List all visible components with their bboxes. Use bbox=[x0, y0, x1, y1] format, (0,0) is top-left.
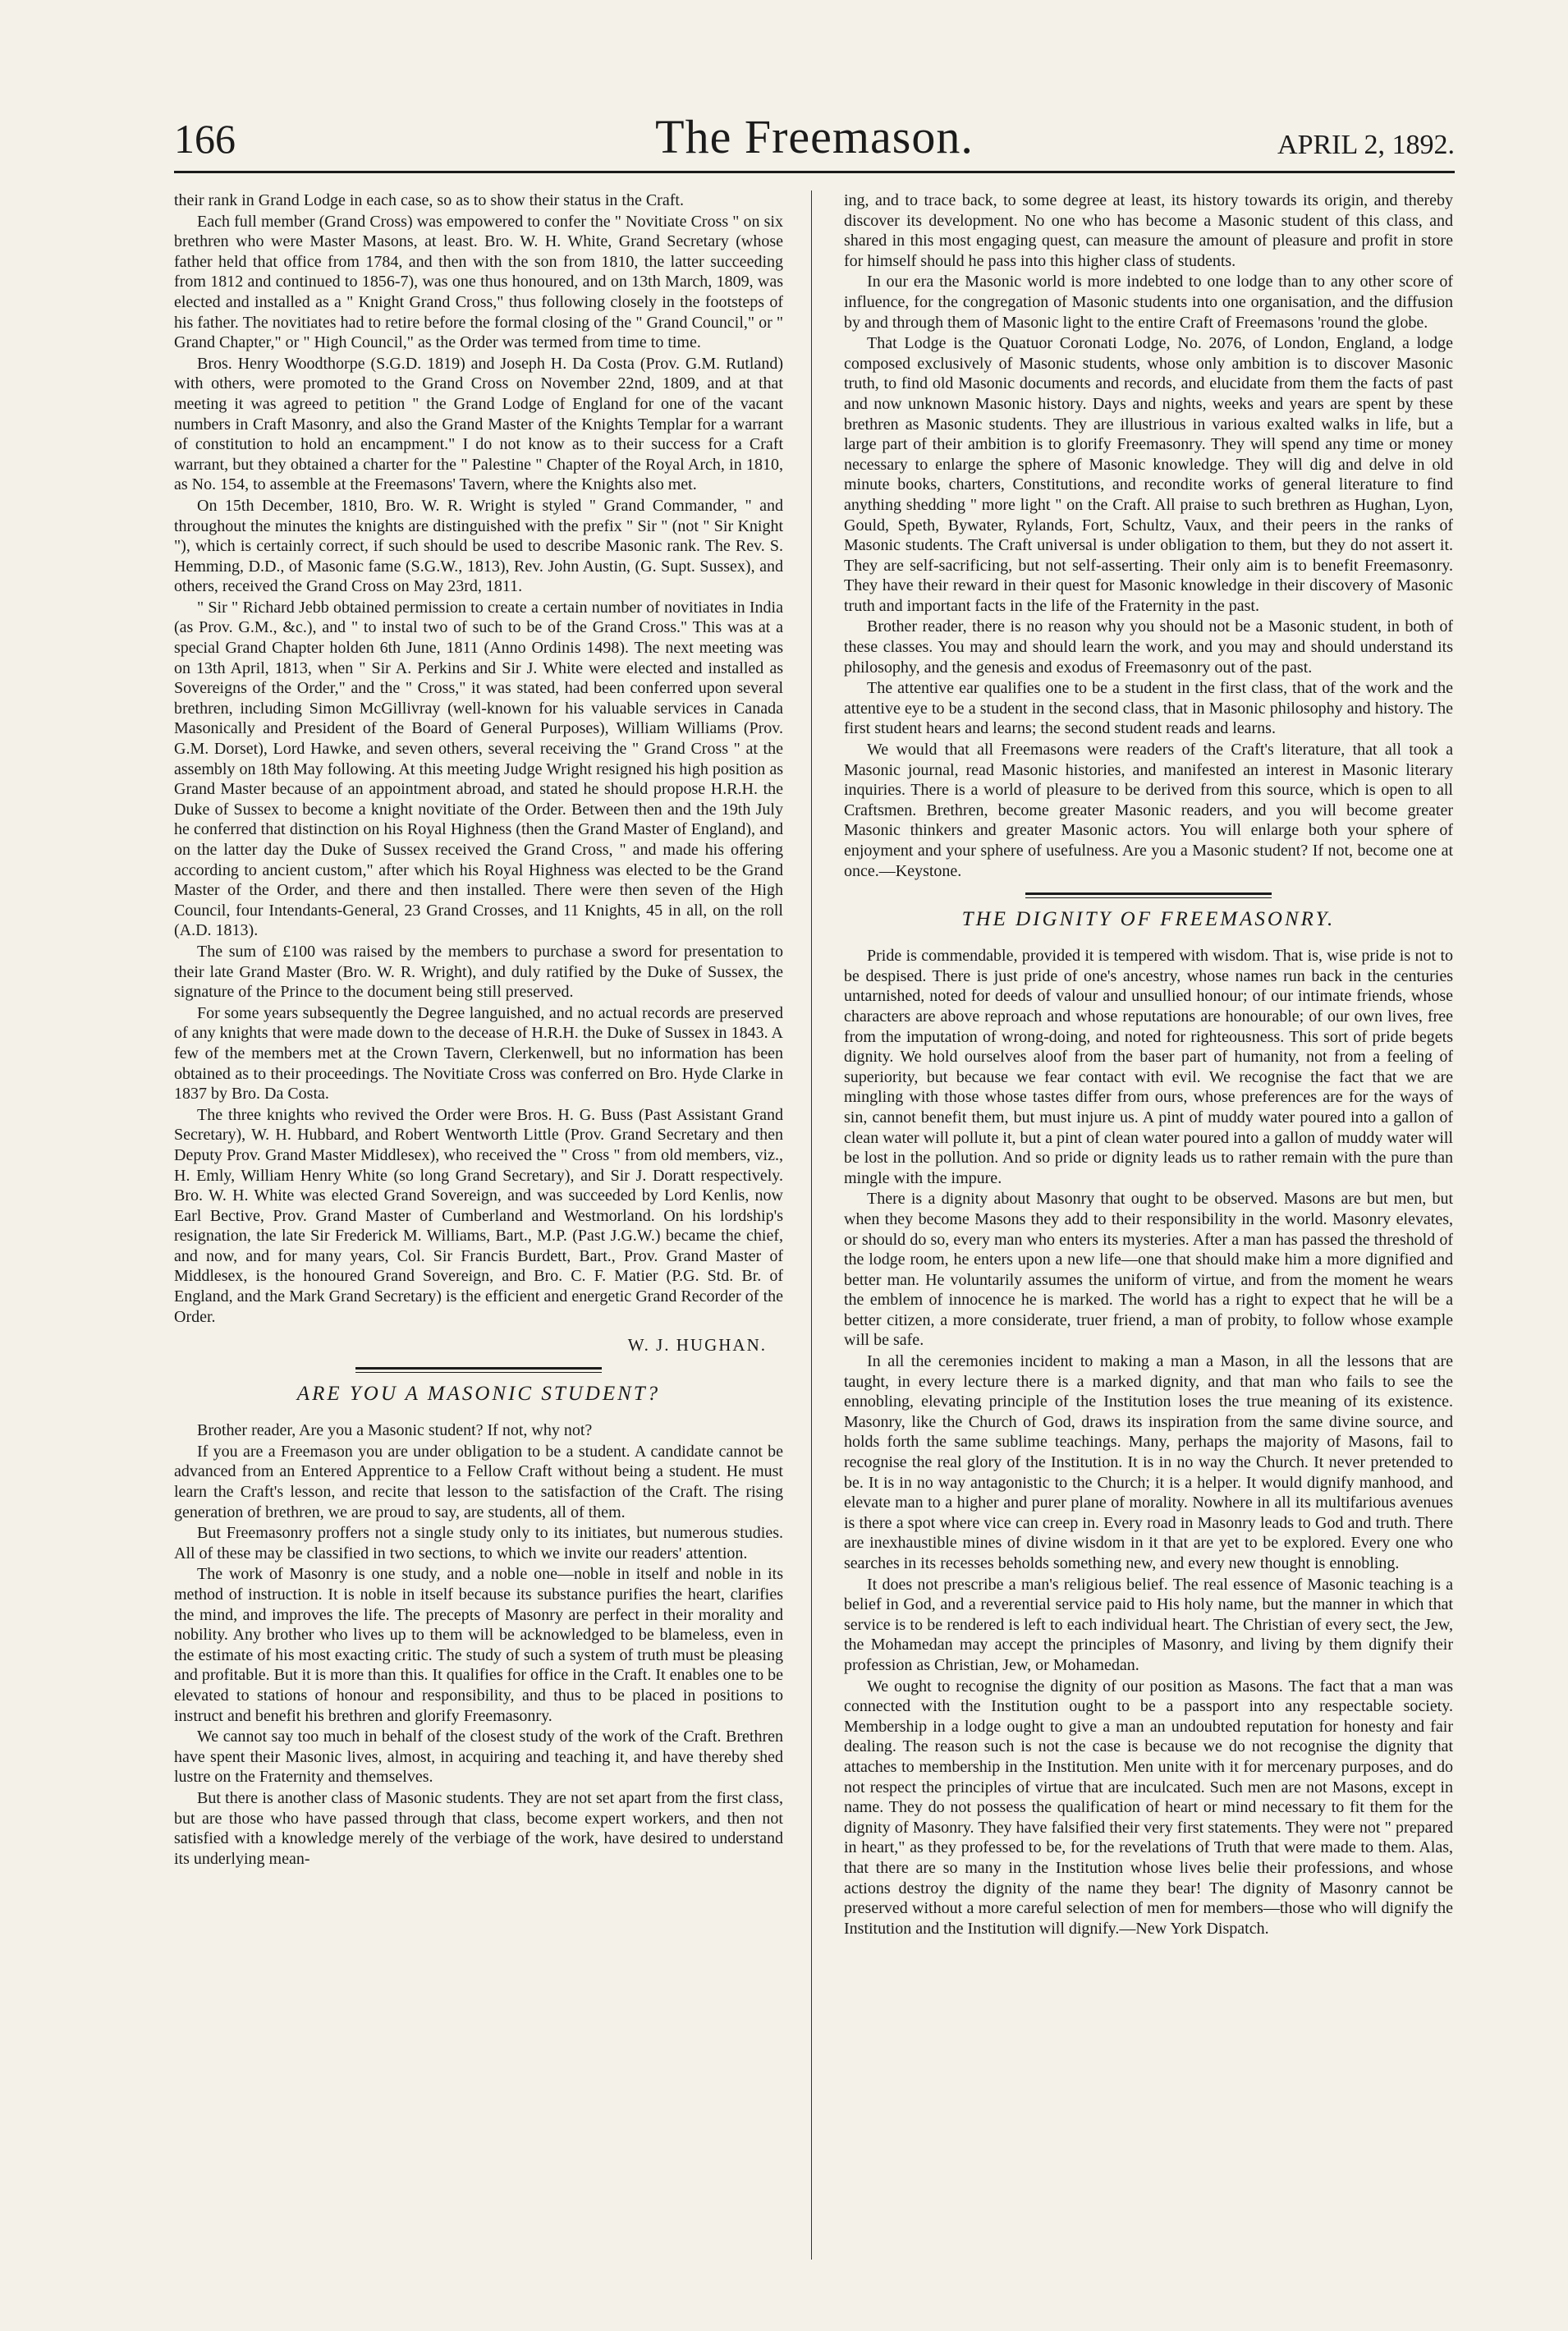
paragraph: In all the ceremonies incident to making a man a Mason, in all the lessons that are taught, in every lecture there is a marked dignity, and that man who fails to see the ennobling, elevating principle of the Institution loses the true meaning of its existence. Masonry, like the Church of God, draws its inspiration from the same divine source, and holds forth the same sublime teachings. Many, perhaps the majority of Masons, fail to recognise the real glory of the Institution. It is in no way the Church. It never pretended to be. It is in no way antagonistic to the Church; it is a helper. It would dignify manhood, and elevate man to a higher and purer plane of morality. Nowhere in all its multifarious avenues is there a spot where vice can creep in. Every road in Masonry leads to God and truth. There are inexhaustible mines of divine wisdom in it that are yet to be explored. Every one who searches in its recesses beholds something new, and every new thought is ennobling. bbox=[844, 1352, 1453, 1572]
paragraph: The sum of £100 was raised by the members to purchase a sword for presentation to their late Grand Master (Bro. W. R. Wright), and duly ratified by the Duke of Sussex, the signature of the Prince to the document being still preserved. bbox=[174, 942, 783, 1002]
section-rule bbox=[1025, 892, 1272, 898]
paragraph: The attentive ear qualifies one to be a student in the first class, that of the work and the attentive eye to be a student in the second class, that in Masonic philosophy and history. The first student hears and learns; the second student reads and learns. bbox=[844, 679, 1453, 738]
paragraph: We ought to recognise the dignity of our position as Masons. The fact that a man was connected with the Institution ought to be a passport into any respectable society. Membership in a lodge ought to give a man an undoubted reputation for honesty and fair dealing. The reason such is not the case is because we do not recognise the dignity that attaches to membership in the Institution. Men unite with it for mercenary purposes, and do not respect the principles of virtue that are inculcated. Such men are not Masons, except in name. They do not possess the qualification of heart or mind necessary to fit them for the dignity of Masonry. They have falsified their very first statements. They were not " prepared in heart," as they professed to be, for the revelations of Truth that were made to them. Alas, that there are so many in the Institution whose lives belie their professions, and whose actions destroy the dignity of the name they bear! The dignity of Masonry cannot be preserved without a more careful selection of men for members—those who will dignify the Institution and the Institution will dignify.—New York Dispatch. bbox=[844, 1677, 1453, 1938]
paragraph: their rank in Grand Lodge in each case, so as to show their status in the Craft. bbox=[174, 191, 684, 209]
article-body bbox=[174, 1420, 783, 1869]
paragraph: The three knights who revived the Order were Bros. H. G. Buss (Past Assistant Grand Secretary), W. H. Hubbard, and Robert Wentworth Little (Prov. Grand Secretary and then Deputy Prov. Grand Master Middlesex), who received the " Cross " from old members, viz., H. Emly, William Henry White (so long Grand Secretary), and Sir J. Doratt respectively. Bro. W. H. White was elected Grand Sovereign, and was succeeded by Lord Kenlis, now Earl Bective, Prov. Grand Master of Cumberland and Westmorland. On his lordship's resignation, the late Sir Frederick M. Williams, Bart., M.P. (Past J.G.W.) became the chief, and now, and for many years, Col. Sir Francis Burdett, Bart., Prov. Grand Master of Middlesex, is the honoured Grand Sovereign, and Bro. C. F. Matier (P.G. Std. Br. of England, and the Mark Grand Secretary) is the efficient and energetic Grand Recorder of the Order. bbox=[174, 1105, 783, 1326]
paragraph: If you are a Freemason you are under obligation to be a student. A candidate cannot be advanced from an Entered Apprentice to a Fellow Craft without being a student. He must learn the Craft's lesson, and recite that lesson to the satisfaction of the Craft. The rising generation of brethren, we are proud to say, are students, all of them. bbox=[174, 1442, 783, 1521]
paragraph: Pride is commendable, provided it is tempered with wisdom. That is, wise pride is not to be despised. There is just pride of one's ancestry, whose names run back in the centuries untarnished, noted for deeds of valour and unsullied honour; of our intimate friends, whose characters are above reproach and whose reputations are honourable; of our own lives, free from the imputation of wrong-doing, and noted for righteousness. This sort of pride begets dignity. We hold ourselves aloof from the baser part of humanity, not from a feeling of superiority, but because we fear contact with evil. We recognise the fact that we are mingling with those whose tastes differ from ours, whose preferences are for the ways of sin, cannot benefit them, but must injure us. A pint of muddy water poured into a gallon of clean water will pollute it, but a pint of clean water poured into a gallon of muddy water will be lost in the pollution. And so pride or dignity leads us to rather remain with the pure than mingle with the impure. bbox=[844, 947, 1453, 1187]
paragraph: In our era the Masonic world is more indebted to one lodge than to any other score of influence, for the congregation of Masonic students into one organisation, and the diffusion by and through them of Masonic light to the entire Craft of Freemasons 'round the globe. bbox=[844, 273, 1453, 332]
paragraph: Bros. Henry Woodthorpe (S.G.D. 1819) and Joseph H. Da Costa (Prov. G.M. Rutland) with others, were promoted to the Grand Cross on November 22nd, 1809, and at that meeting it was agreed to petition " the Grand Lodge of England for one of the vacant numbers in Craft Masonry, and also the Grand Master of the Knights Templar for a warrant of constitution to hold an encampment." I do not know as to their success for a Craft warrant, but they obtained a charter for the " Palestine " Chapter of the Royal Arch, in 1810, as No. 154, to assemble at the Freemasons' Tavern, where the Knights also met. bbox=[174, 354, 783, 494]
article-heading: ARE YOU A MASONIC STUDENT? bbox=[296, 1383, 661, 1406]
issue-date: APRIL 2, 1892. bbox=[1277, 130, 1455, 160]
paragraph: " Sir " Richard Jebb obtained permission to create a certain number of novitiates in India (as Prov. G.M., &c.), and " to instal two of such to be of the Grand Cross." This was at a special Grand Chapter holden 6th June, 1811 (Anno Ordinis 1498). The next meeting was on 13th April, 1813, when " Sir A. Perkins and Sir J. White were elected and installed as Sovereigns of the Order," and the " Cross," it was stated, had been conferred upon several brethren, including Simon McGillivray (well-known for his valuable services in Canada Masonically and President of the Board of General Purposes), William Williams (Prov. G.M. Dorset), Lord Hawke, and seven others, several receiving the " Grand Cross " at the assembly on 18th May following. At this meeting Judge Wright resigned his high position as Grand Master because of an appointment abroad, and stated he should propose H.R.H. the Duke of Sussex to become a knight novitiate of the Order. Between then and the 19th July he conferred that distinction on his Royal Highness (then the Grand Master of England), and on the latter day the Duke of Sussex received the Grand Cross, " and made his offering according to ancient custom," after which his Royal Highness was elected to be the Grand Master of the Order, and there and then installed. There were then seven of the High Council, four Intendants-General, 23 Grand Crosses, and 11 Knights, 45 in all, on the roll (A.D. 1813). bbox=[174, 598, 783, 940]
article-body-continued bbox=[844, 190, 1453, 881]
left-column bbox=[174, 190, 783, 2276]
paragraph: For some years subsequently the Degree languished, and no actual records are preserved of any knights that were made down to the decease of H.R.H. the Duke of Sussex in 1843. A few of the members met at the Crown Tavern, Clerkenwell, but no information has been obtained as to their proceedings. The Novitiate Cross was conferred on Bro. Hyde Clarke in 1837 by Bro. Da Costa. bbox=[174, 1003, 783, 1104]
paragraph: That Lodge is the Quatuor Coronati Lodge, No. 2076, of London, England, a lodge composed exclusively of Masonic students, whose only ambition is to discover Masonic truth, to find old Masonic documents and records, and elucidate from them the facts of past and now unknown Masonic history. Days and nights, weeks and years are spent by these brethren as Masonic students. They are illustrious in various exalted walks in life, but a large part of their ambition is to glorify Freemasonry. They will spend any time or money necessary to enlarge the sphere of Masonic knowledge. They will dig and delve in old minute books, charters, Constitutions, and recondite works of general literature to find anything shedding " more light " on the Craft. All praise to such brethren as Hughan, Lyon, Gould, Speth, Bywater, Rylands, Fort, Schultz, Vaux, and their peers in the ranks of Masonic students. The Craft universal is under obligation to them, but they do not assert it. They are self-sacrificing, but not self-asserting. Their only aim is to benefit Freemasonry. They have their reward in their quest for Masonic knowledge in their discovery of Masonic truth and important facts in the life of the Fraternity in the past. bbox=[844, 334, 1453, 615]
paragraph: The work of Masonry is one study, and a noble one—noble in itself and noble in its method of instruction. It is noble in itself because its substance purifies the heart, clarifies the mind, and improves the life. The precepts of Masonry are perfect in their morality and nobility. Any brother who lives up to them will be acknowledged to be blameless, even in the estimate of his most exacting critic. The study of such a system of truth must be pleasing and profitable. But it is more than this. It qualifies for office in the Craft. It enables one to be elevated to stations of honour and responsibility, and thus to be placed in positions to instruct and benefit his brethren and glorify Freemasonry. bbox=[174, 1565, 783, 1725]
paragraph: It does not prescribe a man's religious belief. The real essence of Masonic teaching is a belief in God, and a reverential service paid to His holy name, but the manner in which that service is to be rendered is left to each individual heart. The Christian of every sect, the Jew, the Mohamedan may accept the principles of Masonry, and living by them dignify their profession as Christian, Jew, or Mohamedan. bbox=[844, 1575, 1453, 1674]
article-body-continued bbox=[174, 190, 783, 1327]
section-rule bbox=[355, 1367, 602, 1373]
masthead bbox=[174, 110, 1455, 173]
paragraph: Brother reader, Are you a Masonic student? If not, why not? bbox=[197, 1421, 593, 1440]
publication-title: The Freemason. bbox=[655, 110, 974, 163]
paragraph: We would that all Freemasons were readers of the Craft's literature, that all took a Masonic journal, read Masonic histories, and manifested an interest in Masonic literary inquiries. There is a world of pleasure to be derived from this source, which is open to all Craftsmen. Brethren, become greater Masonic readers, and you will become greater Masonic thinkers and greater Masonic actors. You will enlarge both your sphere of enjoyment and your sphere of usefulness. Are you a Masonic student? If not, become one at once.—Keystone. bbox=[844, 741, 1453, 880]
page-number: 166 bbox=[174, 116, 236, 162]
article-heading: THE DIGNITY OF FREEMASONRY. bbox=[961, 908, 1336, 931]
paragraph: ing, and to trace back, to some degree at least, its history towards its origin, and thereby discover its development. No one who has become a Masonic student of this class, and shared in this most engaging quest, can measure the amount of pleasure and profit in store for himself should he pass into this higher class of students. bbox=[844, 191, 1453, 270]
paragraph: There is a dignity about Masonry that ought to be observed. Masons are but men, but when they become Masons they add to their responsibility in the world. Masonry elevates, or should do so, every man who enters its mysteries. After a man has passed the threshold of the lodge room, he enters upon a new life—one that should make him a more dignified and better man. He voluntarily assumes the uniform of virtue, and from the moment he wears the emblem of innocence he is marked. The world has a right to expect that he will be a better citizen, a more considerate, truer friend, a man of probity, to follow whose example will be safe. bbox=[844, 1190, 1453, 1350]
paragraph: On 15th December, 1810, Bro. W. R. Wright is styled " Grand Commander, " and throughout the minutes the knights are distinguished with the prefix " Sir " (not " Sir Knight "), which is certainly correct, if such should be used to describe Masonic rank. The Rev. S. Hemming, D.D., of Masonic fame (S.G.W., 1813), Rev. John Austin, (G. Supt. Sussex), and others, received the Grand Cross on May 23rd, 1811. bbox=[174, 496, 783, 596]
author-signature: W. J. HUGHAN. bbox=[627, 1335, 767, 1356]
paragraph: Brother reader, there is no reason why you should not be a Masonic student, in both of these classes. You may and should learn the work, and you may and should understand its philosophy, and the genesis and exodus of Freemasonry out of the past. bbox=[844, 617, 1453, 677]
paragraph: We cannot say too much in behalf of the closest study of the work of the Craft. Brethren have spent their Masonic lives, almost, in acquiring and teaching it, and have thereby shed lustre on the Fraternity and themselves. bbox=[174, 1728, 783, 1787]
paragraph: But Freemasonry proffers not a single study only to its initiates, but numerous studies. All of these may be classified in two sections, to which we invite our readers' attention. bbox=[174, 1524, 783, 1562]
paragraph: Each full member (Grand Cross) was empowered to confer the " Novitiate Cross " on six brethren who were Master Masons, at least. Bro. W. H. White, Grand Secretary (whose father held that office from 1784, and then with the son from 1810, the latter succeeding from 1812 and continued to 1856-7), was one thus honoured, and on 13th March, 1809, was elected and installed as a " Knight Grand Cross," thus following closely in the footsteps of his father. The novitiates had to retire before the formal closing of the " Grand Council," or " Grand Chapter," or " High Council," as the Order was termed from time to time. bbox=[174, 212, 783, 352]
column-divider bbox=[811, 190, 812, 2260]
paragraph: But there is another class of Masonic students. They are not set apart from the first class, but are those who have passed through that class, become expert workers, and then not satisfied with a knowledge merely of the verbiage of the work, have desired to understand its underlying mean- bbox=[174, 1788, 783, 1868]
right-column bbox=[844, 190, 1453, 2276]
article-body bbox=[844, 946, 1453, 1939]
